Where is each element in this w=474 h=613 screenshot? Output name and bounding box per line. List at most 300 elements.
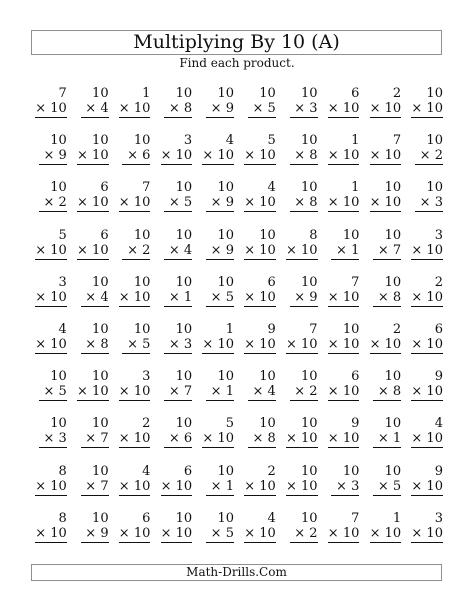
times-sign: × [377, 478, 389, 494]
multiplicand: 10 [301, 369, 318, 385]
multiplier: 10 [175, 148, 193, 164]
multiplication-problem [362, 275, 404, 322]
multiplicand: 10 [50, 180, 67, 196]
multiplication-problem [195, 511, 237, 558]
times-sign: × [327, 289, 339, 305]
multiplication-problem [404, 369, 446, 416]
times-sign: × [327, 195, 339, 211]
multiplier: 8 [100, 336, 109, 352]
times-sign: × [411, 478, 423, 494]
multiplication-problem [195, 228, 237, 275]
multiplication-problem [237, 86, 279, 133]
multiplication-problem [279, 86, 321, 133]
multiplicand: 4 [58, 321, 67, 337]
multiplication-problem [321, 511, 363, 558]
multiplicand: 5 [58, 227, 67, 243]
times-sign: × [411, 289, 423, 305]
times-sign: × [244, 525, 256, 541]
times-sign: × [411, 384, 423, 400]
times-sign: × [168, 336, 180, 352]
multiplicand: 10 [384, 463, 402, 479]
multiplier: 10 [426, 336, 443, 352]
multiplication-problem [237, 180, 279, 227]
times-sign: × [411, 101, 423, 116]
multiplier: 8 [309, 148, 318, 164]
times-sign: × [168, 384, 180, 400]
multiplier: 4 [100, 101, 109, 116]
multiplication-problem [237, 275, 279, 322]
multiplicand: 10 [133, 321, 151, 337]
multiplier-row [244, 290, 276, 307]
times-sign: × [118, 525, 130, 541]
multiplicand: 10 [217, 463, 234, 479]
multiplier: 7 [100, 478, 109, 494]
multiplicand: 10 [301, 416, 318, 432]
multiplier: 10 [384, 195, 402, 211]
multiplicand: 7 [351, 274, 360, 290]
times-sign: × [411, 242, 423, 258]
multiplier: 10 [384, 525, 402, 541]
multiplier: 8 [392, 289, 402, 305]
times-sign: × [168, 242, 180, 258]
times-sign: × [85, 101, 97, 116]
times-sign: × [168, 431, 180, 447]
multiplier: 3 [309, 101, 318, 116]
times-sign: × [327, 431, 339, 447]
multiplier: 10 [133, 195, 151, 211]
multiplication-problem [279, 369, 321, 416]
times-sign: × [210, 384, 222, 400]
multiplicand: 4 [434, 416, 443, 432]
multiplier-row [81, 479, 109, 496]
multiplication-problem [321, 180, 363, 227]
multiplier: 7 [183, 384, 193, 400]
multiplicand: 10 [92, 416, 109, 432]
times-sign: × [43, 384, 55, 400]
multiplication-problem [279, 275, 321, 322]
multiplication-problem [237, 228, 279, 275]
multiplication-problem [404, 86, 446, 133]
multiplier-row [81, 101, 109, 118]
multiplier-row [286, 431, 318, 448]
multiplicand: 10 [259, 86, 276, 101]
multiplication-problem [321, 228, 363, 275]
multiplier-row [77, 384, 109, 401]
multiplier: 10 [175, 525, 193, 541]
multiplier-row [122, 337, 150, 354]
multiplier-row [373, 431, 401, 448]
multiplicand: 3 [183, 133, 193, 149]
multiplication-problem [153, 180, 195, 227]
times-sign: × [244, 148, 256, 164]
multiplication-problem [404, 464, 446, 511]
times-sign: × [369, 101, 381, 116]
multiplication-problem [404, 322, 446, 369]
multiplier: 8 [183, 101, 193, 116]
multiplier-row [122, 148, 150, 165]
multiplier-row [164, 243, 192, 260]
multiplicand: 9 [434, 463, 443, 479]
multiplication-problem [404, 511, 446, 558]
multiplication-problem [195, 322, 237, 369]
multiplier-row [331, 479, 359, 496]
multiplier: 10 [426, 289, 443, 305]
times-sign: × [252, 101, 264, 116]
multiplier-row [328, 101, 360, 118]
multiplier: 10 [342, 101, 360, 116]
multiplier-row [411, 384, 443, 401]
multiplication-problem [153, 86, 195, 133]
times-sign: × [377, 289, 389, 305]
multiplier: 10 [259, 148, 276, 164]
multiplicand: 6 [434, 321, 443, 337]
multiplication-problem [362, 86, 404, 133]
multiplicand: 7 [351, 510, 360, 526]
multiplier-row [290, 148, 318, 165]
multiplier: 10 [384, 101, 402, 116]
multiplication-problem [237, 464, 279, 511]
multiplicand: 5 [267, 133, 276, 149]
multiplication-problem [153, 322, 195, 369]
multiplicand: 2 [392, 86, 402, 101]
multiplicand: 1 [351, 180, 360, 196]
multiplication-problem [279, 228, 321, 275]
multiplicand: 10 [384, 180, 402, 196]
multiplier: 1 [183, 289, 193, 305]
multiplication-problem [237, 511, 279, 558]
multiplier-row [202, 431, 234, 448]
multiplier: 4 [183, 242, 193, 258]
multiplier: 10 [92, 195, 109, 211]
multiplier-row [373, 384, 401, 401]
multiplier-row [290, 526, 318, 543]
multiplication-problem [70, 275, 112, 322]
multiplication-problem [195, 275, 237, 322]
multiplier-row [328, 148, 360, 165]
multiplicand: 10 [384, 416, 402, 432]
multiplicand: 10 [175, 321, 193, 337]
multiplicand: 10 [175, 274, 193, 290]
times-sign: × [77, 195, 88, 211]
multiplier-row [119, 526, 151, 543]
multiplier: 5 [225, 289, 234, 305]
times-sign: × [85, 336, 97, 352]
multiplier: 10 [133, 525, 151, 541]
multiplier: 10 [259, 478, 276, 494]
multiplier-row [328, 337, 360, 354]
multiplicand: 10 [384, 274, 402, 290]
multiplication-problem [195, 180, 237, 227]
multiplier-row [370, 195, 402, 212]
multiplication-problem [279, 416, 321, 463]
multiplier: 1 [225, 478, 234, 494]
multiplication-problem [321, 416, 363, 463]
multiplication-problem [70, 180, 112, 227]
multiplier: 10 [301, 431, 318, 447]
multiplier-row [206, 290, 234, 307]
multiplicand: 2 [142, 416, 151, 432]
times-sign: × [210, 101, 222, 116]
multiplier: 2 [58, 195, 67, 211]
multiplication-problem [70, 228, 112, 275]
multiplicand: 10 [259, 227, 276, 243]
multiplier-row [122, 243, 150, 260]
multiplier: 10 [92, 242, 109, 258]
multiplier: 10 [259, 195, 276, 211]
times-sign: × [285, 431, 297, 447]
multiplier-row [161, 148, 193, 165]
multiplicand: 6 [267, 274, 276, 290]
multiplicand: 6 [183, 463, 193, 479]
multiplication-problem [112, 275, 154, 322]
multiplier-row [328, 290, 360, 307]
multiplier-row [248, 431, 276, 448]
multiplier-row [415, 148, 443, 165]
multiplication-problem [70, 511, 112, 558]
times-sign: × [377, 242, 389, 258]
multiplicand: 2 [267, 463, 276, 479]
problem-grid [28, 86, 446, 558]
times-sign: × [118, 431, 130, 447]
multiplier: 10 [426, 242, 443, 258]
multiplier: 10 [342, 384, 360, 400]
multiplication-problem [195, 369, 237, 416]
multiplier: 10 [384, 336, 402, 352]
multiplicand: 9 [351, 416, 360, 432]
multiplicand: 10 [342, 463, 360, 479]
multiplication-problem [237, 416, 279, 463]
multiplier: 4 [100, 289, 109, 305]
multiplication-problem [153, 228, 195, 275]
multiplier-row [39, 195, 67, 212]
multiplier: 5 [392, 478, 402, 494]
multiplier-row [286, 337, 318, 354]
times-sign: × [294, 148, 306, 164]
multiplication-problem [362, 416, 404, 463]
multiplier-row [328, 526, 360, 543]
multiplier-row [244, 148, 276, 165]
footer-box [31, 564, 442, 581]
multiplier: 10 [133, 289, 151, 305]
multiplication-problem [195, 416, 237, 463]
multiplicand: 10 [175, 180, 193, 196]
multiplier-row [164, 195, 192, 212]
multiplicand: 10 [301, 463, 318, 479]
multiplicand: 6 [142, 510, 151, 526]
multiplier-row [370, 526, 402, 543]
multiplier: 2 [142, 242, 151, 258]
multiplier-row [370, 148, 402, 165]
multiplication-problem [404, 133, 446, 180]
times-sign: × [336, 478, 347, 494]
multiplication-problem [70, 416, 112, 463]
multiplier: 10 [133, 478, 151, 494]
multiplication-problem [112, 228, 154, 275]
multiplication-problem [362, 228, 404, 275]
multiplier-row [328, 384, 360, 401]
multiplier: 5 [183, 195, 193, 211]
multiplicand: 6 [351, 369, 360, 385]
multiplier-row [81, 526, 109, 543]
multiplicand: 10 [259, 369, 276, 385]
multiplier: 1 [392, 431, 402, 447]
multiplier-row [411, 101, 443, 118]
multiplication-problem [70, 133, 112, 180]
multiplier-row [206, 195, 234, 212]
multiplication-problem [28, 369, 70, 416]
times-sign: × [377, 384, 389, 400]
multiplication-problem [279, 322, 321, 369]
multiplication-problem [112, 369, 154, 416]
multiplier: 10 [301, 242, 318, 258]
multiplier: 2 [309, 384, 318, 400]
multiplicand: 10 [175, 510, 193, 526]
times-sign: × [160, 148, 172, 164]
times-sign: × [369, 525, 381, 541]
times-sign: × [327, 525, 339, 541]
multiplier-row [164, 101, 192, 118]
times-sign: × [294, 525, 306, 541]
times-sign: × [35, 336, 47, 352]
multiplier: 9 [225, 242, 234, 258]
multiplication-problem [28, 464, 70, 511]
multiplier-row [35, 101, 67, 118]
times-sign: × [285, 336, 297, 352]
multiplicand: 10 [217, 510, 234, 526]
multiplicand: 1 [392, 510, 402, 526]
multiplication-problem [404, 180, 446, 227]
multiplicand: 7 [58, 86, 67, 101]
multiplicand: 7 [309, 321, 318, 337]
multiplicand: 1 [142, 86, 151, 101]
multiplicand: 10 [426, 86, 443, 101]
multiplier: 10 [50, 101, 67, 116]
multiplication-problem [279, 464, 321, 511]
multiplication-problem [237, 133, 279, 180]
multiplier-row [411, 337, 443, 354]
multiplication-problem [362, 133, 404, 180]
multiplier: 10 [50, 478, 67, 494]
multiplication-problem [112, 86, 154, 133]
multiplier: 10 [92, 384, 109, 400]
multiplier: 10 [342, 525, 360, 541]
multiplier: 9 [225, 195, 234, 211]
multiplication-problem [112, 464, 154, 511]
multiplication-problem [237, 322, 279, 369]
multiplication-problem [28, 180, 70, 227]
times-sign: × [244, 336, 256, 352]
times-sign: × [294, 384, 306, 400]
multiplication-problem [28, 86, 70, 133]
multiplier: 3 [434, 195, 443, 211]
times-sign: × [35, 101, 47, 116]
multiplicand: 10 [217, 227, 234, 243]
multiplier-row [290, 384, 318, 401]
multiplier-row [244, 195, 276, 212]
multiplier-row [161, 526, 193, 543]
multiplier: 7 [392, 242, 402, 258]
multiplier-row [244, 526, 276, 543]
multiplicand: 10 [301, 510, 318, 526]
times-sign: × [210, 242, 222, 258]
multiplicand: 3 [58, 274, 67, 290]
multiplier: 10 [92, 148, 109, 164]
multiplication-problem [321, 369, 363, 416]
multiplier-row [202, 337, 234, 354]
multiplier-row [77, 148, 109, 165]
times-sign: × [252, 384, 264, 400]
multiplier-row [206, 384, 234, 401]
multiplicand: 10 [92, 510, 109, 526]
multiplier-row [411, 243, 443, 260]
multiplicand: 9 [267, 321, 276, 337]
times-sign: × [377, 431, 389, 447]
times-sign: × [35, 289, 47, 305]
times-sign: × [85, 289, 97, 305]
multiplicand: 10 [92, 463, 109, 479]
multiplier: 10 [50, 242, 67, 258]
times-sign: × [43, 431, 55, 447]
multiplier: 2 [434, 148, 443, 164]
multiplicand: 3 [434, 227, 443, 243]
multiplicand: 8 [58, 463, 67, 479]
times-sign: × [369, 195, 381, 211]
multiplication-problem [153, 511, 195, 558]
multiplication-problem [112, 180, 154, 227]
multiplicand: 10 [50, 133, 67, 149]
multiplicand: 10 [426, 180, 443, 196]
multiplier: 5 [142, 336, 151, 352]
multiplier: 8 [309, 195, 318, 211]
multiplier: 9 [100, 525, 109, 541]
multiplication-problem [70, 369, 112, 416]
multiplication-problem [362, 511, 404, 558]
multiplication-problem [279, 511, 321, 558]
times-sign: × [202, 431, 214, 447]
multiplicand: 10 [426, 133, 443, 149]
times-sign: × [127, 242, 138, 258]
times-sign: × [202, 336, 214, 352]
multiplier: 5 [225, 525, 234, 541]
multiplier: 4 [267, 384, 276, 400]
multiplier-row [164, 384, 192, 401]
multiplier-row [248, 384, 276, 401]
multiplier-row [119, 431, 151, 448]
multiplier-row [39, 148, 67, 165]
multiplication-problem [28, 275, 70, 322]
multiplicand: 6 [100, 227, 109, 243]
multiplier: 10 [217, 431, 234, 447]
multiplier-row [328, 195, 360, 212]
multiplier: 10 [342, 195, 360, 211]
multiplication-problem [279, 133, 321, 180]
times-sign: × [411, 525, 423, 541]
multiplier: 10 [50, 525, 67, 541]
multiplier: 3 [58, 431, 67, 447]
times-sign: × [85, 478, 97, 494]
multiplication-problem [112, 416, 154, 463]
times-sign: × [118, 384, 130, 400]
multiplication-problem [321, 322, 363, 369]
multiplier: 10 [426, 384, 443, 400]
multiplication-problem [28, 133, 70, 180]
times-sign: × [85, 525, 97, 541]
multiplication-problem [112, 511, 154, 558]
times-sign: × [168, 289, 180, 305]
multiplier-row [373, 290, 401, 307]
multiplication-problem [321, 133, 363, 180]
multiplier-row [411, 290, 443, 307]
